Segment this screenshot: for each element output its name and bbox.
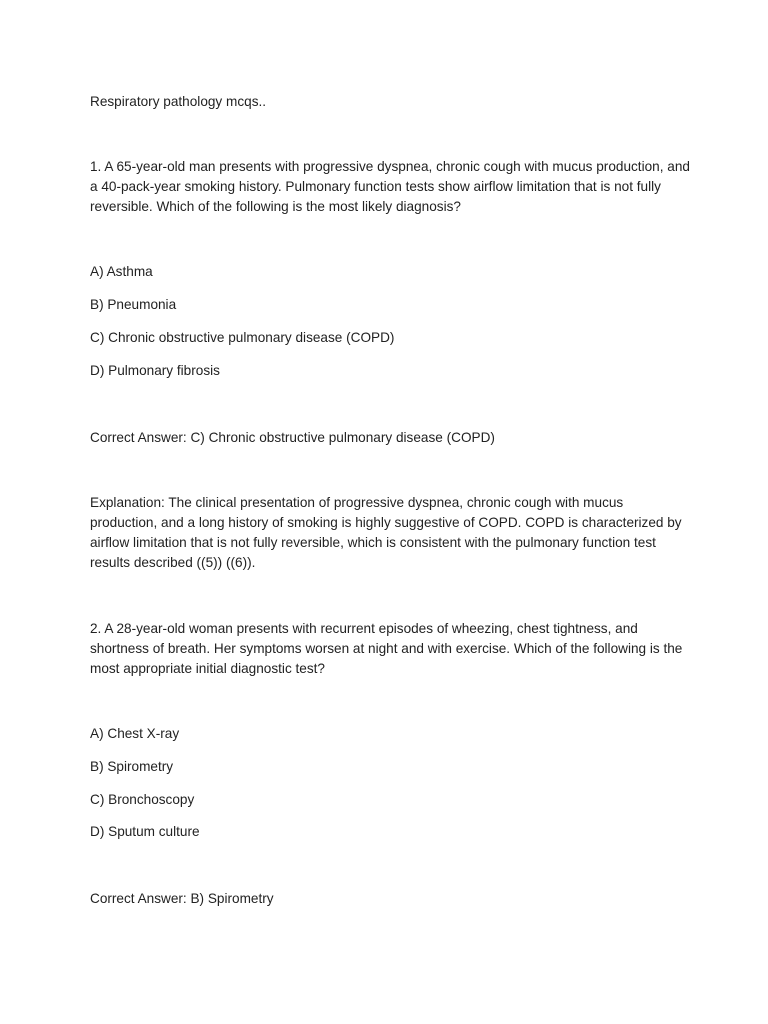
question-2-stem: 2. A 28-year-old woman presents with recurrent episodes of wheezing, chest tightness, and shortness of breath. Her symptoms worsen at night and with exercise. Which of the following is the most appropriate initial diagnostic test? [90,621,683,676]
question-1-stem: 1. A 65-year-old man presents with progressive dyspnea, chronic cough with mucus production, and a 40-pack-year smoking history. Pulmonary function tests show airflow limitation that is not fully reversible. Which of the following is the most likely diagnosis? [90,159,690,214]
document-title: Respiratory pathology mcqs.. [90,94,267,109]
question-1-option-d: D) Pulmonary fibrosis [90,363,220,378]
question-1-option-b: B) Pneumonia [90,297,177,312]
question-2-answer: Correct Answer: B) Spirometry [90,891,274,906]
question-2-option-c: C) Bronchoscopy [90,792,195,807]
question-1-option-a: A) Asthma [90,264,153,279]
question-2-option-b: B) Spirometry [90,759,174,774]
question-1-answer: Correct Answer: C) Chronic obstructive pulmonary disease (COPD) [90,430,495,445]
question-2-option-a: A) Chest X-ray [90,726,180,741]
question-2-option-d: D) Sputum culture [90,824,200,839]
question-1-explanation: Explanation: The clinical presentation of progressive dyspnea, chronic cough with mucus production, and a long history of smoking is highly suggestive of COPD. COPD is characterized by airflow limitation that is not fully reversible, which is consistent with the pulmonary function test results described ((5)) ((6)). [90,495,682,570]
question-1-option-c: C) Chronic obstructive pulmonary disease (COPD) [90,330,395,345]
